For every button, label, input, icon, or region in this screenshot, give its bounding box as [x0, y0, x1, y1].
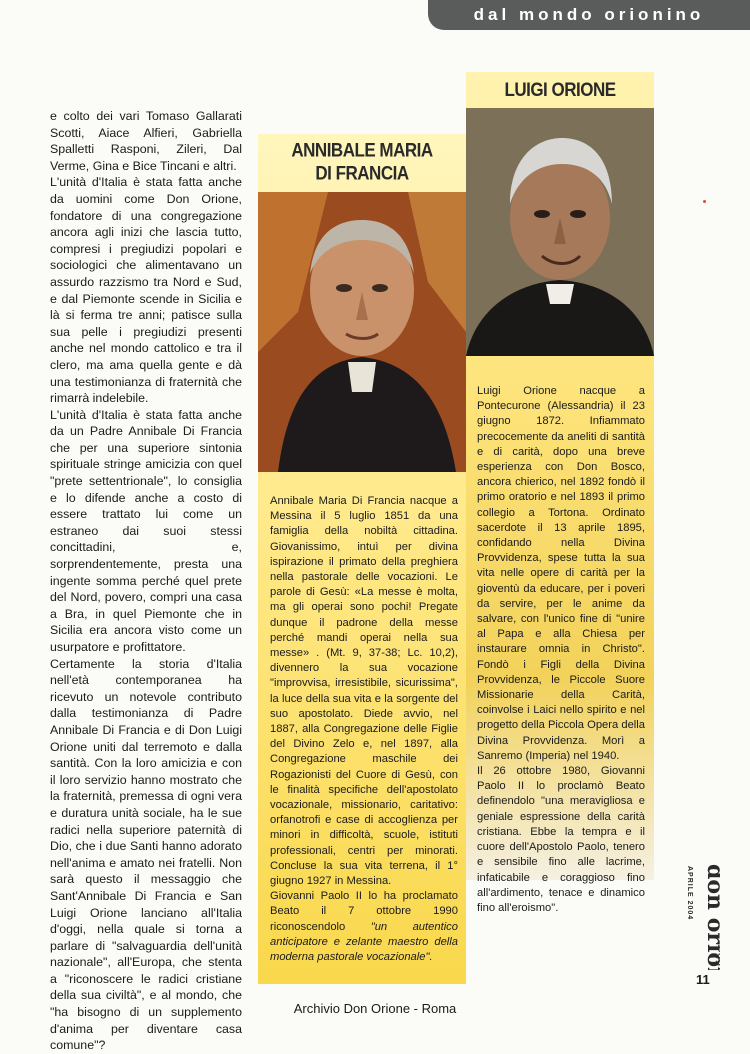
left-column-text — [50, 108, 242, 1054]
bio-text: Luigi Orione nacque a Pontecurone (Alessandria) il 23 giugno 1872. Infiammato precocemente da aneliti di santità e di carità, dopo una breve esperienza con Don Bosco, ancora chierico, nel 1892 fondò il primo oratorio e nel 1893 il primo collegio a Tortona. Ordinato sacerdote il 13 aprile 1895, confidando nella Divina Provvidenza, spese tutta la sua vita nelle opere di carità per la gioventù da educare, per i poveri da servire, per le anime da salvare, con l'unico fine di "unire al Papa e alla Chiesa per instaurare omnia in Christo". Fondò i Figli della Divina Provvidenza, le Piccole Suore Missionarie della Carità, coinvolse i Laici nello spirito e nel progetto della Piccola Opera della Divina Provvidenza. Morì a Sanremo (Imperia) nel 1940. — [477, 385, 645, 762]
annibale-portrait — [258, 192, 466, 472]
annibale-portrait-drawing — [258, 192, 466, 472]
orione-title: LUIGI ORIONE — [504, 78, 616, 101]
paragraph: L'unità d'Italia è stata fatta anche da uomini come Don Orione, fondatore di una congregazione ancora agli inizi che lascia tutto, compresi i pregiudizi popolari e sociologici che alimentavano un assurdo razzismo tra Nord e Sud, e dal Piemonte scende in Sicilia e là si ferma tre anni; patisce sulla sua pelle i pregiudizi presenti anche nel mondo cattolico e tra il clero, ma ama quella gente e dà una testimonianza di fraternità che rimarrà indelebile. — [50, 175, 242, 406]
bio-text: Il 26 ottobre 1980, Giovanni Paolo II lo proclamò Beato definendolo "una meravigliosa e geniale espressione della carità cristiana. Ebbe la tempra e il cuore dell'Apostolo Paolo, tenero e sensibile fino alle lacrime, infaticabile e coraggioso fino all'ardimento, tenace e dinamico fino all'eroismo". — [477, 765, 645, 914]
magazine-issue: APRILE 2004 — [686, 866, 693, 921]
magazine-sub: oggi — [715, 946, 720, 970]
magazine-logo-drawing — [680, 860, 720, 970]
paragraph: e colto dei vari Tomaso Gallarati Scotti, Aiace Alfieri, Gabriella Spalletti Rasponi, Zileri, Dal Verme, Gina e Bice Tincani e altri. — [50, 109, 242, 173]
archive-footer: Archivio Don Orione - Roma — [293, 1001, 457, 1016]
title-line: ANNIBALE MARIA — [291, 139, 433, 161]
magazine-name: don orio — [702, 864, 720, 968]
bio-text-plain: Giovanni Paolo II lo ha proclamato Beato il 7 ottobre 1990 riconoscendolo — [270, 890, 458, 933]
annibale-bio — [270, 494, 458, 965]
magazine-logo — [680, 860, 720, 970]
page-number: 11 — [696, 972, 710, 987]
bio-text — [270, 889, 458, 965]
annibale-title — [258, 139, 466, 185]
orione-portrait — [466, 108, 654, 356]
orione-portrait-drawing — [466, 108, 654, 356]
orione-bio — [477, 384, 645, 916]
section-header: dal mondo orionino — [428, 0, 750, 30]
paragraph: Certamente la storia d'Italia nell'età contemporanea ha ricevuto un notevole contributo dalla testimonianza di Padre Annibale Di Francia e di Don Luigi Orione uniti dal terremoto e dalla santità. Con la loro amicizia e con il loro servizio hanno mostrato che la fraternità, premessa di ogni vera e duratura unità sociale, ha le sue radici nella superiore paternità di Dio, che i due Santi hanno adorato nell'anima e amato nei fratelli. Non sarà questo il messaggio che Sant'Annibale Di Francia e San Luigi Orione lanciano all'Italia d'oggi, nella quale si torna a parlare di "salvaguardia dell'unità nazionale", all'Europa, che stenta a "riconoscere le radici cristiane della sua civiltà", e al mondo, che "ha bisogno di un supplemento d'anima per diventare casa comune"? — [50, 656, 242, 1053]
bio-quote: "un autentico anticipatore e zelante maestro della moderna pastorale vocazionale". — [270, 920, 458, 964]
paragraph: L'unità d'Italia è stata fatta anche da un Padre Annibale Di Francia che per una superiore sintonia spirituale stringe amicizia con quel "prete settentrionale", lo consiglia e lo difende anche a costo di essere trattato lui come un estraneo dai suoi stessi concittadini, e, sorprendentemente, presta una ingente somma perché quel prete del Nord, povero, compri una casa a Bra, in quel Piemonte che in Sicilia era ancora visto come un usurpatore e profittatore. — [50, 407, 242, 654]
bio-text: Annibale Maria Di Francia nacque a Messina il 5 luglio 1851 da una famiglia della nobiltà cittadina. Giovanissimo, intuì per divina ispirazione il primato della preghiera nella pastorale delle vocazioni. Le parole di Gesù: «La messe è molta, ma gli operai sono pochi! Pregate dunque il padrone della messe perché mandi operai nella sua messe» . (Mt. 9, 37-38; Lc. 10,2), divennero la sua vocazione "improvvisa, irresistibile, sicurissima", la luce della sua vita e la sorgente del suo apostolato. Diede avvio, nel 1887, alla Congregazione delle Figlie del Divino Zelo e, nel 1897, alla Congregazione maschile dei Rogazionisti del Cuore di Gesù, con le finalità specifiche dell'apostolato vocazionale, missionario, caritativo: orfanotrofi e case di accoglienza per minori in difficoltà, scuole, istituti professionali, centri per minorati. Concluse la sua vita terrena, il 1° giugno 1927 in Messina. — [270, 495, 458, 888]
decorative-dot — [703, 200, 706, 203]
title-line: DI FRANCIA — [315, 162, 409, 184]
